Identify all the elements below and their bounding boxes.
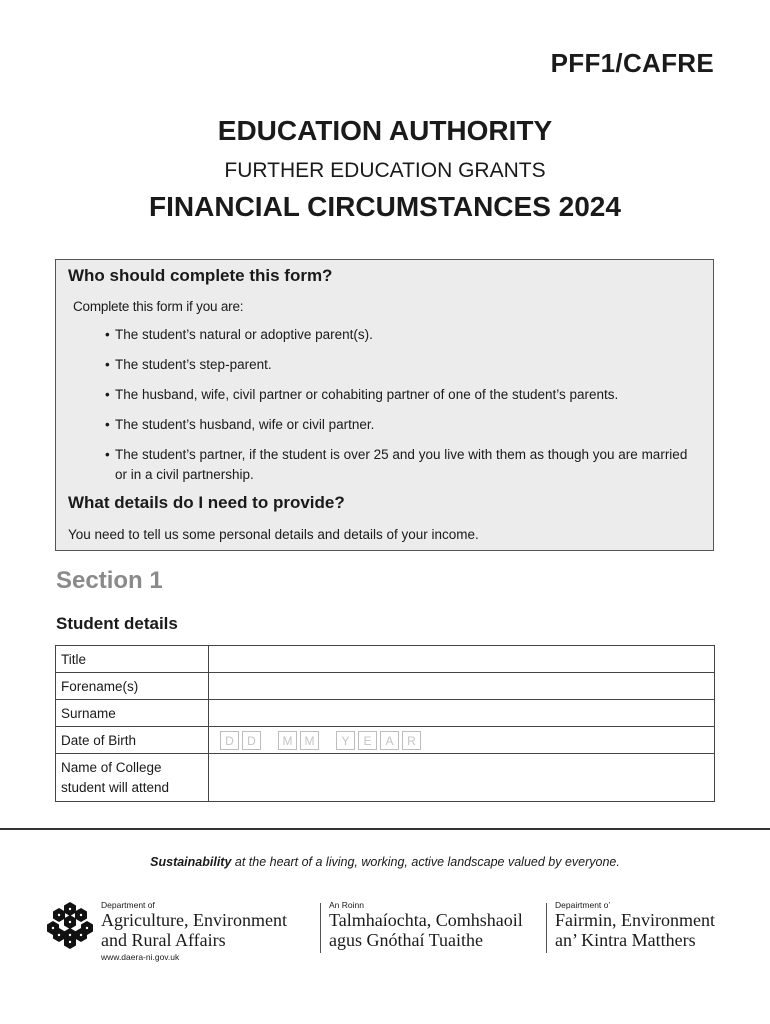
table-row bbox=[56, 646, 715, 673]
list-item: • The student’s natural or adoptive parent(s). bbox=[105, 327, 373, 342]
footer-separator bbox=[546, 903, 547, 953]
surname-field[interactable] bbox=[209, 700, 715, 727]
section-title: Section 1 bbox=[56, 567, 163, 594]
row-label: Surname bbox=[56, 700, 209, 727]
info-box bbox=[55, 259, 714, 551]
dob-box[interactable]: M bbox=[300, 731, 319, 750]
forename-field[interactable] bbox=[209, 673, 715, 700]
table-row bbox=[56, 727, 715, 754]
heading-grants: FURTHER EDUCATION GRANTS bbox=[224, 159, 546, 182]
details-heading: What details do I need to provide? bbox=[68, 493, 345, 512]
table-row bbox=[56, 754, 715, 802]
form-code: PFF1/CAFRE bbox=[550, 48, 714, 78]
heading-financial: FINANCIAL CIRCUMSTANCES 2024 bbox=[149, 191, 621, 222]
list-item: • The husband, wife, civil partner or cohabiting partner of one of the student’s parents. bbox=[105, 387, 619, 402]
table-row bbox=[56, 673, 715, 700]
dob-box[interactable]: Y bbox=[336, 731, 355, 750]
footer-divider bbox=[0, 828, 770, 830]
daera-logo-icon bbox=[47, 901, 93, 949]
list-item: • The student’s step-parent. bbox=[105, 357, 272, 372]
eligibility-list bbox=[103, 325, 703, 495]
dob-box[interactable]: E bbox=[358, 731, 377, 750]
dob-box[interactable]: A bbox=[380, 731, 399, 750]
dob-box[interactable]: M bbox=[278, 731, 297, 750]
dept-english: Department of Agriculture, Environment and Rural Affairs www.daera-ni.gov.uk bbox=[101, 900, 287, 962]
dob-box[interactable]: D bbox=[220, 731, 239, 750]
student-details-heading: Student details bbox=[56, 614, 178, 633]
row-label: Name of College student will attend bbox=[56, 754, 209, 802]
sustainability-tagline: Sustainability at the heart of a living, working, active landscape valued by everyone. bbox=[150, 855, 620, 869]
list-item: • The student’s partner, if the student is over 25 and you live with them as though you are married or in a civil partnership. bbox=[105, 447, 688, 482]
dept-ulster-scots: Depairtment o’ Fairmin, Environment an’ Kintra Matthers bbox=[555, 900, 715, 950]
row-label: Title bbox=[56, 646, 209, 673]
intro-text: Complete this form if you are: bbox=[73, 299, 244, 314]
table-row bbox=[56, 700, 715, 727]
title-field[interactable] bbox=[209, 646, 715, 673]
college-name-field[interactable] bbox=[209, 754, 715, 802]
footer-separator bbox=[320, 903, 321, 953]
dob-box[interactable]: D bbox=[242, 731, 261, 750]
dob-box[interactable]: R bbox=[402, 731, 421, 750]
row-label: Forename(s) bbox=[56, 673, 209, 700]
who-heading: Who should complete this form? bbox=[68, 266, 333, 285]
date-of-birth-field[interactable] bbox=[209, 727, 715, 754]
list-item: • The student’s husband, wife or civil partner. bbox=[105, 417, 375, 432]
heading-authority: EDUCATION AUTHORITY bbox=[217, 115, 553, 146]
student-details-table bbox=[55, 645, 715, 802]
row-label: Date of Birth bbox=[56, 727, 209, 754]
website-link[interactable]: www.daera-ni.gov.uk bbox=[101, 952, 180, 962]
dept-irish: An Roinn Talmhaíochta, Comhshaoil agus Gnóthaí Tuaithe bbox=[329, 900, 523, 950]
details-text: You need to tell us some personal details and details of your income. bbox=[68, 527, 479, 542]
